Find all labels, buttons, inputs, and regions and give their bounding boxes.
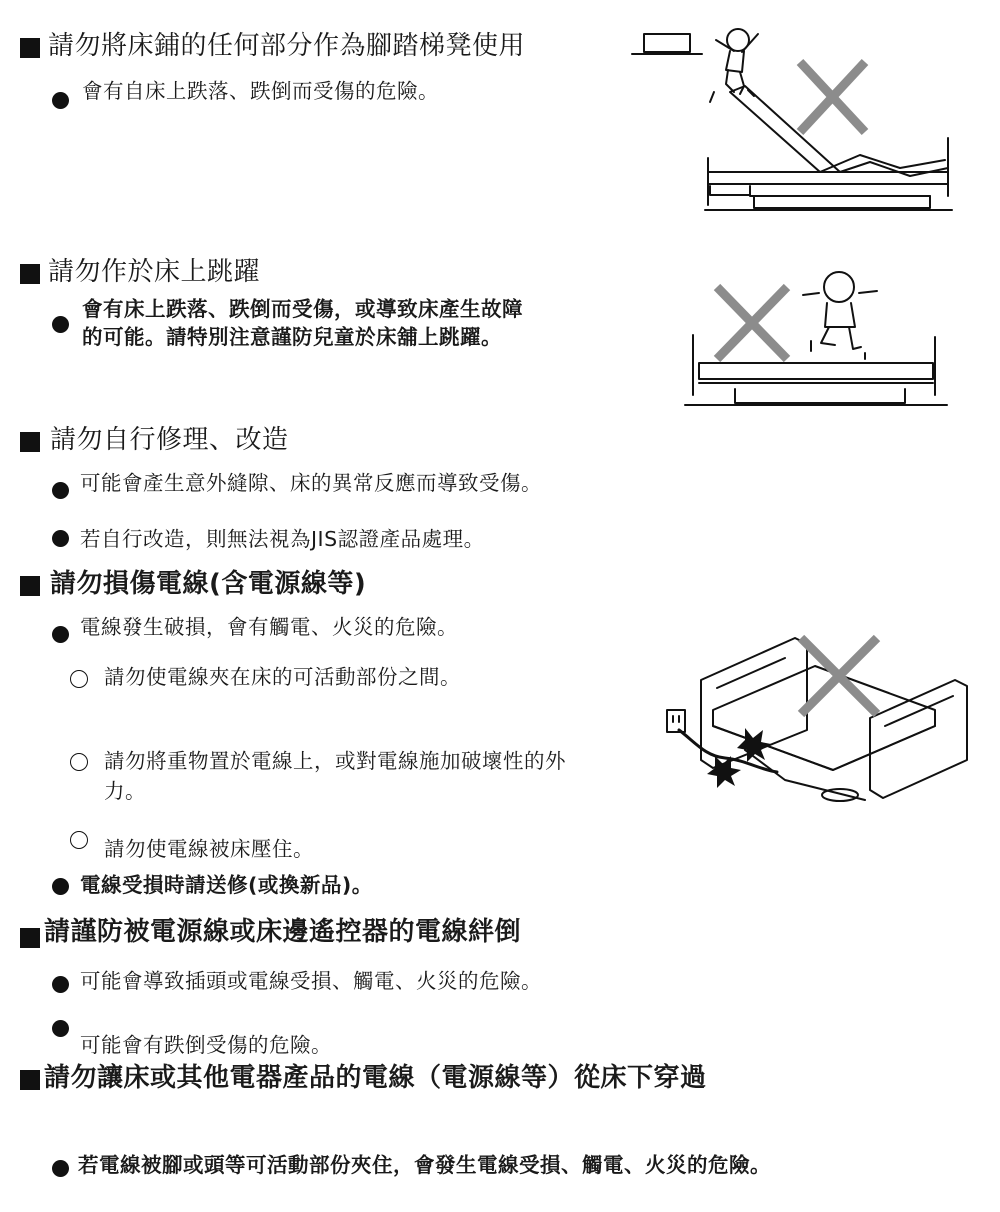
- warning-text: 可能會導致插頭或電線受損、觸電、火災的危險。: [80, 969, 542, 993]
- bullet-dot: [52, 1020, 69, 1037]
- bullet-dot: [52, 92, 69, 109]
- warning-text: 若電線被腳或頭等可活動部份夾住，會發生電線受損、觸電、火災的危險。: [78, 1153, 771, 1177]
- caution-text: 請勿使電線被床壓住。: [104, 837, 314, 861]
- section-marker: [20, 928, 40, 948]
- section-marker: [20, 1070, 40, 1090]
- bullet-dot: [52, 878, 69, 895]
- bullet-dot: [52, 316, 69, 333]
- warning-text: 可能會產生意外縫隙、床的異常反應而導致受傷。: [80, 471, 542, 495]
- bullet-dot: [52, 482, 69, 499]
- warning-text: 電線受損時請送修(或換新品)。: [80, 873, 373, 897]
- warning-text-line1: 會有床上跌落、跌倒而受傷，或導致床產生故障: [82, 297, 523, 321]
- bullet-dot: [52, 530, 69, 547]
- section-marker: [20, 432, 40, 452]
- section-title-step-stool: 請勿將床鋪的任何部分作為腳踏梯凳使用: [48, 31, 526, 61]
- warning-text: 若自行改造，則無法視為JIS認證產品處理。: [80, 527, 485, 551]
- section-marker: [20, 576, 40, 596]
- section-marker: [20, 264, 40, 284]
- warning-text: 可能會有跌倒受傷的危險。: [80, 1033, 332, 1057]
- caution-text: 請勿使電線夾在床的可活動部份之間。: [104, 665, 461, 689]
- section-title-no-repair: 請勿自行修理、改造: [50, 425, 289, 455]
- section-title-cord-damage: 請勿損傷電線(含電源線等): [50, 569, 367, 599]
- bullet-dot: [52, 976, 69, 993]
- bullet-dot: [52, 626, 69, 643]
- bullet-dot: [52, 1160, 69, 1177]
- section-title-trip-hazard: 請謹防被電源線或床邊遙控器的電線絆倒: [44, 917, 522, 947]
- section-marker: [20, 38, 40, 58]
- caution-text-line2: 力。: [104, 779, 146, 803]
- bullet-ring: [70, 670, 88, 688]
- bullet-ring: [70, 831, 88, 849]
- caution-text-line1: 請勿將重物置於電線上，或對電線施加破壞性的外: [104, 749, 566, 773]
- cord-pinched-under-bed-illustration: [665, 630, 970, 810]
- bullet-ring: [70, 753, 88, 771]
- child-standing-on-bed-illustration: [630, 20, 960, 220]
- section-title-cord-under-bed: 請勿讓床或其他電器產品的電線（電源線等）從床下穿過: [44, 1063, 707, 1093]
- warning-text: 會有自床上跌落、跌倒而受傷的危險。: [82, 79, 439, 103]
- child-jumping-on-bed-illustration: [685, 265, 965, 415]
- warning-text-line2: 的可能。請特別注意謹防兒童於床舖上跳躍。: [82, 325, 502, 349]
- warning-text: 電線發生破損，會有觸電、火災的危險。: [80, 615, 458, 639]
- section-title-no-jumping: 請勿作於床上跳躍: [48, 257, 261, 287]
